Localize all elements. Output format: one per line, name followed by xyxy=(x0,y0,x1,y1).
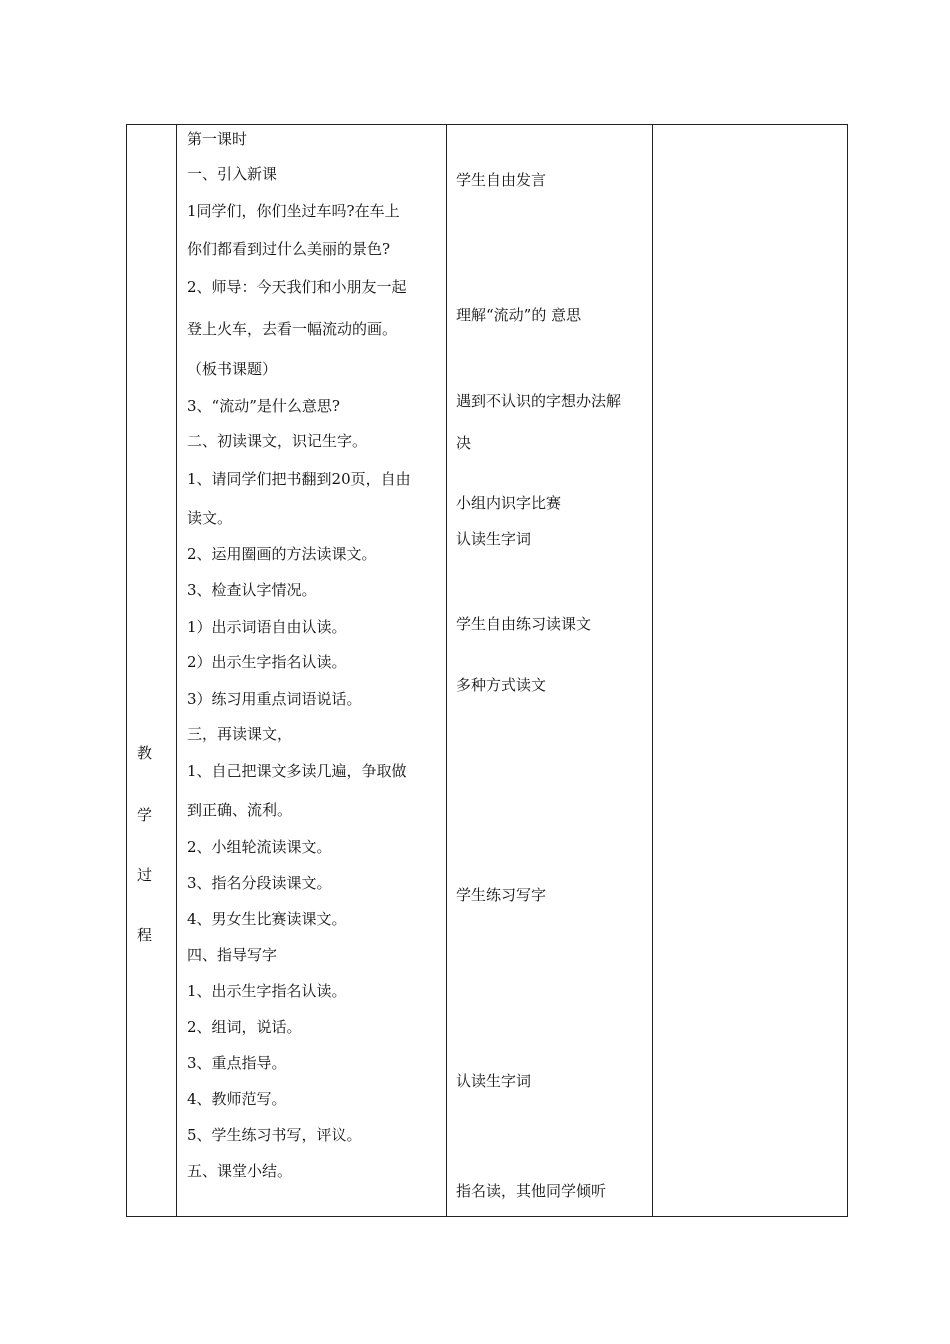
section-label-char: 过 xyxy=(137,866,153,884)
teacher-line: 一、引入新课 xyxy=(187,165,278,183)
teacher-activity-cell xyxy=(177,125,445,1216)
teacher-line: 2、组词，说话。 xyxy=(187,1018,302,1036)
teacher-line: 你们都看到过什么美丽的景色? xyxy=(187,240,391,258)
student-activity-cell xyxy=(447,125,651,1216)
teacher-line: 二、初读课文，识记生字。 xyxy=(187,432,368,450)
teacher-line: 2）出示生字指名认读。 xyxy=(187,653,347,671)
teacher-line: 4、教师范写。 xyxy=(187,1090,287,1108)
teacher-line: 5、学生练习书写，评议。 xyxy=(187,1126,362,1144)
section-label-char: 学 xyxy=(137,806,153,824)
student-line: 决 xyxy=(456,434,472,452)
teacher-line: 四、指导写字 xyxy=(187,946,278,964)
teacher-line: 4、男女生比赛读课文。 xyxy=(187,910,347,928)
teacher-line: 1、自己把课文多读几遍，争取做 xyxy=(187,762,407,780)
column-divider xyxy=(652,125,653,1216)
teacher-line: 3、检查认字情况。 xyxy=(187,581,317,599)
student-line: 小组内识字比赛 xyxy=(456,494,562,512)
teacher-line: 3、重点指导。 xyxy=(187,1054,287,1072)
teacher-line: 读文。 xyxy=(187,509,233,527)
lesson-table xyxy=(126,124,848,1217)
student-line: 遇到不认识的字想办法解 xyxy=(456,392,622,410)
teacher-line: 2、小组轮流读课文。 xyxy=(187,838,332,856)
student-line: 学生练习写字 xyxy=(456,886,547,904)
teacher-line: 三，再读课文， xyxy=(187,725,293,743)
student-line: 多种方式读文 xyxy=(456,676,547,694)
teacher-line: （板书课题） xyxy=(187,360,278,378)
student-line: 认读生字词 xyxy=(456,530,532,548)
section-label-cell xyxy=(127,125,176,1216)
teacher-line: 1、出示生字指名认读。 xyxy=(187,982,347,1000)
student-line: 指名读，其他同学倾听 xyxy=(456,1182,607,1200)
teacher-line: 2、师导：今天我们和小朋友一起 xyxy=(187,278,407,296)
teacher-line: 2、运用圈画的方法读课文。 xyxy=(187,545,377,563)
teacher-line: 五、课堂小结。 xyxy=(187,1162,293,1180)
student-line: 学生自由练习读课文 xyxy=(456,615,592,633)
teacher-line: 1）出示词语自由认读。 xyxy=(187,618,347,636)
teacher-line: 登上火车，去看一幅流动的画。 xyxy=(187,320,398,338)
teacher-line: 3、“流动”是什么意思? xyxy=(187,397,340,415)
student-line: 认读生字词 xyxy=(456,1072,532,1090)
student-line: 理解“流动”的 意思 xyxy=(456,306,582,324)
teacher-line: 到正确、流利。 xyxy=(187,801,293,819)
teacher-line: 1、请同学们把书翻到20页，自由 xyxy=(187,470,411,488)
teacher-line: 3）练习用重点词语说话。 xyxy=(187,690,362,708)
teacher-line: 1同学们，你们坐过车吗?在车上 xyxy=(187,202,400,220)
teacher-line: 第一课时 xyxy=(187,130,248,148)
teacher-line: 3、指名分段读课文。 xyxy=(187,874,332,892)
section-label-char: 程 xyxy=(137,926,153,944)
section-label-char: 教 xyxy=(137,744,153,762)
student-line: 学生自由发言 xyxy=(456,171,547,189)
